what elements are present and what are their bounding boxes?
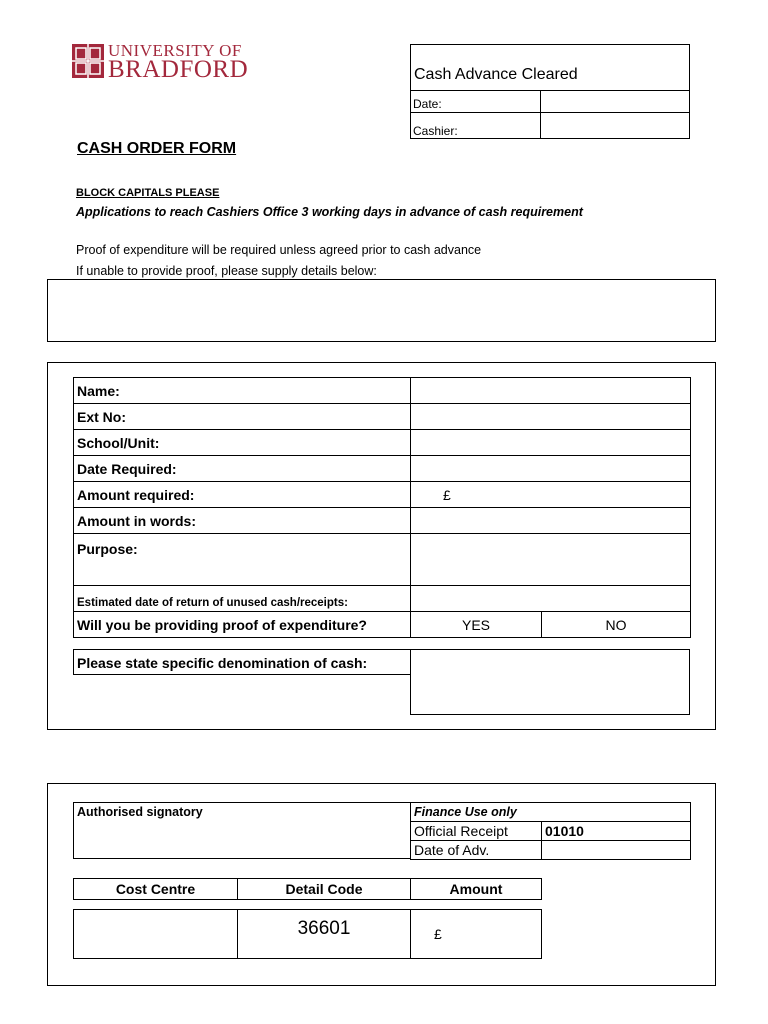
unable-note: If unable to provide proof, please supply details below: xyxy=(76,264,377,278)
purpose-field[interactable] xyxy=(411,534,691,586)
amount-required-field[interactable] xyxy=(411,482,691,508)
crest-icon xyxy=(72,44,104,78)
cash-advance-cleared-title: Cash Advance Cleared xyxy=(414,66,578,83)
name-label: Name: xyxy=(74,378,411,404)
estimated-return-label: Estimated date of return of unused cash/receipts: xyxy=(74,586,411,612)
finance-use-heading: Finance Use only xyxy=(411,803,691,822)
block-capitals-note: BLOCK CAPITALS PLEASE xyxy=(76,187,220,199)
school-unit-label: School/Unit: xyxy=(74,430,411,456)
ext-no-field[interactable] xyxy=(411,404,691,430)
applications-note: Applications to reach Cashiers Office 3 working days in advance of cash requirement xyxy=(76,205,583,219)
cleared-cashier-field[interactable] xyxy=(541,113,689,138)
form-title: CASH ORDER FORM xyxy=(77,140,237,157)
school-unit-field[interactable] xyxy=(411,430,691,456)
university-logo xyxy=(72,41,256,83)
proof-note: Proof of expenditure will be required unless agreed prior to cash advance xyxy=(76,243,482,257)
official-receipt-value: 01010 xyxy=(542,822,691,841)
currency-symbol: £ xyxy=(434,926,442,942)
amount-field[interactable] xyxy=(411,910,542,959)
purpose-label: Purpose: xyxy=(74,534,411,586)
logo-line2: BRADFORD xyxy=(108,56,249,83)
name-field[interactable] xyxy=(411,378,691,404)
estimated-return-field[interactable] xyxy=(411,586,691,612)
detail-code-value: 36601 xyxy=(238,910,411,959)
amount-header: Amount xyxy=(411,879,542,900)
date-of-adv-label: Date of Adv. xyxy=(411,841,542,860)
detail-code-header: Detail Code xyxy=(238,879,411,900)
denomination-field[interactable] xyxy=(410,649,690,715)
denomination-label: Please state specific denomination of cash: xyxy=(73,649,410,675)
currency-symbol: £ xyxy=(443,486,451,503)
proof-details-field[interactable] xyxy=(47,279,716,342)
date-of-adv-field[interactable] xyxy=(542,841,691,860)
applicant-details-table xyxy=(73,377,691,638)
cost-centre-field[interactable] xyxy=(74,910,238,959)
amount-in-words-field[interactable] xyxy=(411,508,691,534)
official-receipt-label: Official Receipt xyxy=(411,822,542,841)
no-option[interactable]: NO xyxy=(542,612,691,638)
authorised-signatory-field[interactable] xyxy=(73,802,410,859)
cleared-date-field[interactable] xyxy=(541,91,689,112)
coding-header-table xyxy=(73,878,542,900)
proof-question-label: Will you be providing proof of expenditure? xyxy=(74,612,411,638)
ext-no-label: Ext No: xyxy=(74,404,411,430)
cleared-cashier-label: Cashier: xyxy=(413,124,458,138)
cleared-date-label: Date: xyxy=(413,97,442,111)
yes-option[interactable]: YES xyxy=(411,612,542,638)
finance-use-table xyxy=(410,802,691,860)
cost-centre-header: Cost Centre xyxy=(74,879,238,900)
amount-required-label: Amount required: xyxy=(74,482,411,508)
date-required-field[interactable] xyxy=(411,456,691,482)
date-required-label: Date Required: xyxy=(74,456,411,482)
coding-values-table xyxy=(73,909,542,959)
logo-line1: UNIVERSITY OF xyxy=(108,41,242,60)
authorised-signatory-label: Authorised signatory xyxy=(77,805,203,819)
amount-in-words-label: Amount in words: xyxy=(74,508,411,534)
